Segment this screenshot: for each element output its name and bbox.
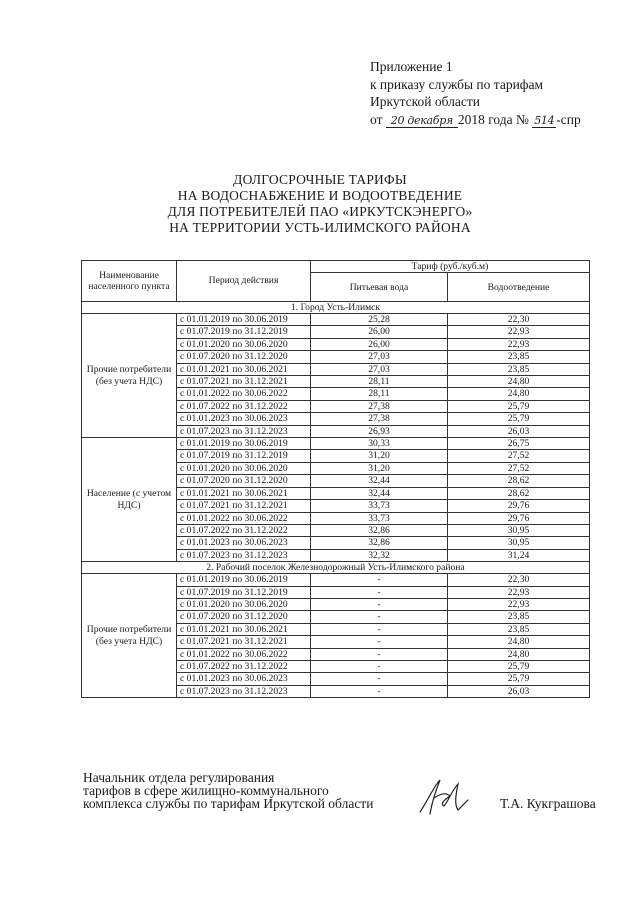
sewage-tariff-cell: 22,30 [448, 314, 590, 326]
water-tariff-cell: 27,03 [311, 363, 448, 375]
sewage-tariff-cell: 29,76 [448, 512, 590, 524]
water-tariff-cell: - [311, 586, 448, 598]
sewage-tariff-cell: 30,95 [448, 537, 590, 549]
header-water: Питьевая вода [311, 273, 448, 302]
water-tariff-cell: 28,11 [311, 376, 448, 388]
signer-name: Т.А. Кукграшова [500, 796, 596, 811]
section-title: 2. Рабочий поселок Железнодорожный Усть-Илимского района [82, 562, 590, 574]
period-cell: с 01.01.2020 по 30.06.2020 [177, 338, 311, 350]
period-cell: с 01.07.2020 по 31.12.2020 [177, 611, 311, 623]
water-tariff-cell: 32,44 [311, 475, 448, 487]
sewage-tariff-cell: 31,24 [448, 549, 590, 561]
period-cell: с 01.01.2022 по 30.06.2022 [177, 512, 311, 524]
period-cell: с 01.07.2021 по 31.12.2021 [177, 500, 311, 512]
period-cell: с 01.07.2021 по 31.12.2021 [177, 636, 311, 648]
title-line-2: НА ВОДОСНАБЖЕНИЕ И ВОДООТВЕДЕНИЕ [177, 188, 463, 203]
footer-line-1: Начальник отдела регулирования [83, 770, 275, 785]
period-cell: с 01.07.2022 по 31.12.2022 [177, 524, 311, 536]
appendix-from: от [370, 111, 383, 127]
period-cell: с 01.01.2022 по 30.06.2022 [177, 388, 311, 400]
sewage-tariff-cell: 22,30 [448, 574, 590, 586]
sewage-tariff-cell: 29,76 [448, 500, 590, 512]
sewage-tariff-cell: 23,85 [448, 611, 590, 623]
water-tariff-cell: 25,28 [311, 314, 448, 326]
sewage-tariff-cell: 25,79 [448, 660, 590, 672]
period-cell: с 01.07.2019 по 31.12.2019 [177, 450, 311, 462]
sewage-tariff-cell: 23,85 [448, 623, 590, 635]
header-period: Период действия [177, 261, 311, 302]
period-cell: с 01.01.2023 по 30.06.2023 [177, 673, 311, 685]
period-cell: с 01.07.2023 по 31.12.2023 [177, 425, 311, 437]
title-line-4: НА ТЕРРИТОРИИ УСТЬ-ИЛИМСКОГО РАЙОНА [169, 220, 471, 235]
water-tariff-cell: 28,11 [311, 388, 448, 400]
sewage-tariff-cell: 26,03 [448, 425, 590, 437]
sewage-tariff-cell: 27,52 [448, 462, 590, 474]
table-row [82, 314, 590, 326]
section-row [82, 562, 590, 574]
category-cell: Прочие потребители (без учета НДС) [82, 314, 177, 438]
appendix-order-line [370, 111, 620, 129]
sewage-tariff-cell: 22,93 [448, 586, 590, 598]
water-tariff-cell: - [311, 660, 448, 672]
water-tariff-cell: 26,00 [311, 326, 448, 338]
period-cell: с 01.01.2020 по 30.06.2020 [177, 598, 311, 610]
water-tariff-cell: 32,32 [311, 549, 448, 561]
tariff-table-body [82, 302, 590, 698]
water-tariff-cell: 32,44 [311, 487, 448, 499]
footer-line-3: комплекса службы по тарифам Иркутской области [83, 796, 374, 811]
table-row [82, 574, 590, 586]
sewage-tariff-cell: 27,52 [448, 450, 590, 462]
sewage-tariff-cell: 25,79 [448, 673, 590, 685]
handwritten-date: 20 декабря [386, 115, 458, 128]
water-tariff-cell: 30,33 [311, 438, 448, 450]
appendix-line-3: Иркутской области [370, 94, 481, 109]
header-sewage: Водоотведение [448, 273, 590, 302]
footer-line-2: тарифов в сфере жилищно-коммунального [83, 783, 329, 798]
category-cell: Прочие потребители (без учета НДС) [82, 574, 177, 698]
period-cell: с 01.07.2020 по 31.12.2020 [177, 351, 311, 363]
header-tariff: Тариф (руб./куб.м) [311, 261, 590, 273]
period-cell: с 01.01.2019 по 30.06.2019 [177, 574, 311, 586]
water-tariff-cell: 27,38 [311, 413, 448, 425]
period-cell: с 01.01.2021 по 30.06.2021 [177, 487, 311, 499]
period-cell: с 01.07.2021 по 31.12.2021 [177, 376, 311, 388]
water-tariff-cell: 32,86 [311, 524, 448, 536]
water-tariff-cell: 26,00 [311, 338, 448, 350]
water-tariff-cell: - [311, 598, 448, 610]
water-tariff-cell: - [311, 623, 448, 635]
water-tariff-cell: 31,20 [311, 462, 448, 474]
water-tariff-cell: 33,73 [311, 512, 448, 524]
water-tariff-cell: - [311, 636, 448, 648]
appendix-block [370, 58, 620, 128]
period-cell: с 01.01.2022 по 30.06.2022 [177, 648, 311, 660]
handwritten-signature [414, 776, 470, 818]
period-cell: с 01.07.2022 по 31.12.2022 [177, 660, 311, 672]
sewage-tariff-cell: 26,75 [448, 438, 590, 450]
water-tariff-cell: 31,20 [311, 450, 448, 462]
period-cell: с 01.01.2019 по 30.06.2019 [177, 438, 311, 450]
period-cell: с 01.07.2020 по 31.12.2020 [177, 475, 311, 487]
section-row [82, 302, 590, 314]
sewage-tariff-cell: 24,80 [448, 388, 590, 400]
category-cell: Население (с учетом НДС) [82, 438, 177, 562]
section-title: 1. Город Усть-Илимск [82, 302, 590, 314]
header-locality: Наименование населенного пункта [82, 261, 177, 302]
period-cell: с 01.07.2022 по 31.12.2022 [177, 400, 311, 412]
water-tariff-cell: - [311, 611, 448, 623]
sewage-tariff-cell: 23,85 [448, 363, 590, 375]
sewage-tariff-cell: 23,85 [448, 351, 590, 363]
period-cell: с 01.01.2019 по 30.06.2019 [177, 314, 311, 326]
sewage-tariff-cell: 22,93 [448, 598, 590, 610]
tariff-table [81, 260, 590, 698]
sewage-tariff-cell: 22,93 [448, 338, 590, 350]
water-tariff-cell: - [311, 673, 448, 685]
title-line-1: ДОЛГОСРОЧНЫЕ ТАРИФЫ [233, 172, 407, 187]
water-tariff-cell: - [311, 574, 448, 586]
sewage-tariff-cell: 24,80 [448, 636, 590, 648]
appendix-year: 2018 года № [457, 111, 529, 127]
appendix-suffix: -спр [556, 111, 581, 127]
sewage-tariff-cell: 24,80 [448, 648, 590, 660]
title-line-3: ДЛЯ ПОТРЕБИТЕЛЕЙ ПАО «ИРКУТСКЭНЕРГО» [167, 204, 473, 219]
sewage-tariff-cell: 25,79 [448, 400, 590, 412]
sewage-tariff-cell: 28,62 [448, 475, 590, 487]
sewage-tariff-cell: 30,95 [448, 524, 590, 536]
water-tariff-cell: - [311, 648, 448, 660]
period-cell: с 01.07.2019 по 31.12.2019 [177, 326, 311, 338]
sewage-tariff-cell: 25,79 [448, 413, 590, 425]
handwritten-number: 514 [534, 113, 555, 127]
water-tariff-cell: - [311, 685, 448, 697]
period-cell: с 01.01.2020 по 30.06.2020 [177, 462, 311, 474]
water-tariff-cell: 33,73 [311, 500, 448, 512]
table-row [82, 438, 590, 450]
sewage-tariff-cell: 28,62 [448, 487, 590, 499]
period-cell: с 01.01.2021 по 30.06.2021 [177, 363, 311, 375]
appendix-line-2: к приказу службы по тарифам [370, 76, 544, 92]
water-tariff-cell: 26,93 [311, 425, 448, 437]
water-tariff-cell: 32,86 [311, 537, 448, 549]
period-cell: с 01.07.2023 по 31.12.2023 [177, 685, 311, 697]
period-cell: с 01.07.2019 по 31.12.2019 [177, 586, 311, 598]
water-tariff-cell: 27,38 [311, 400, 448, 412]
sewage-tariff-cell: 26,03 [448, 685, 590, 697]
document-title [0, 172, 640, 236]
period-cell: с 01.07.2023 по 31.12.2023 [177, 549, 311, 561]
appendix-line-1: Приложение 1 [370, 59, 453, 74]
water-tariff-cell: 27,03 [311, 351, 448, 363]
footer-block [83, 771, 373, 810]
period-cell: с 01.01.2023 по 30.06.2023 [177, 537, 311, 549]
sewage-tariff-cell: 22,93 [448, 326, 590, 338]
period-cell: с 01.01.2021 по 30.06.2021 [177, 623, 311, 635]
period-cell: с 01.01.2023 по 30.06.2023 [177, 413, 311, 425]
sewage-tariff-cell: 24,80 [448, 376, 590, 388]
